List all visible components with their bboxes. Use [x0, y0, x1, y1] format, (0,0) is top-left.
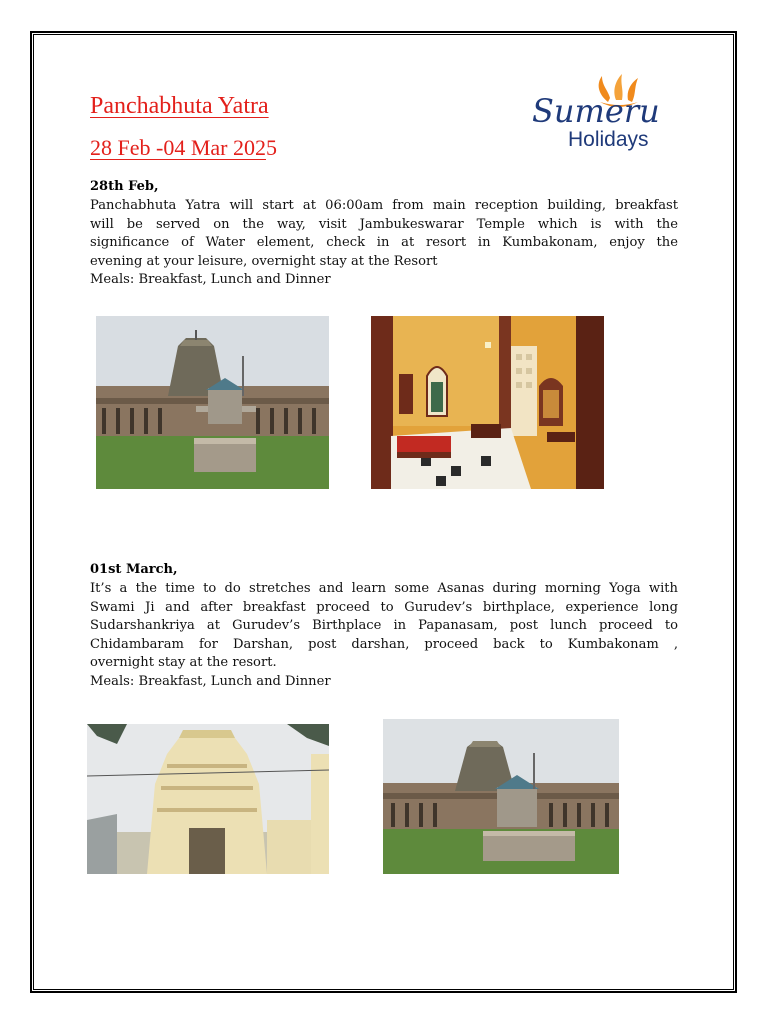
temple-courtyard-photo [96, 316, 329, 489]
day2-line: overnight stay at the resort. [90, 655, 277, 671]
trip-dates [90, 135, 277, 161]
day2-description [90, 580, 678, 692]
temple-courtyard-photo-2 [383, 719, 619, 874]
day1-line: Panchabhuta Yatra will start at 06:00am from main reception building, breakfast [90, 198, 678, 213]
day1-line: significance of Water element, check in at resort in Kumbakonam, enjoy the [90, 235, 678, 251]
day2-line: It’s a the time to do stretches and learn some Asanas during morning Yoga with [90, 581, 678, 596]
day2-heading: 01st March, [90, 562, 178, 577]
page-title: Panchabhuta Yatra [90, 93, 269, 119]
trip-dates-tail: 5 [265, 135, 277, 160]
logo-sub-text: Holidays [568, 128, 649, 151]
day1-heading: 28th Feb, [90, 179, 159, 194]
day1-description [90, 197, 678, 290]
day1-line: will be served on the way, visit Jambukeswarar Temple which is with the [90, 216, 678, 232]
day2-line: Swami Ji and after breakfast proceed to Gurudev’s birthplace, experience long [90, 599, 678, 615]
resort-room-photo [371, 316, 604, 489]
trip-dates-underlined: 28 Feb -04 Mar 202 [90, 135, 266, 160]
day2-line: Chidambaram for Darshan, post darshan, proceed back to Kumbakonam , [90, 636, 678, 652]
logo-script-text: Sumeru [532, 92, 660, 130]
day1-line: evening at your leisure, overnight stay at the Resort [90, 253, 438, 269]
day2-line: Sudarshankriya at Gurudev’s Birthplace in Papanasam, post lunch proceed to [90, 618, 678, 634]
sumeru-holidays-logo [528, 72, 668, 158]
temple-gopuram-photo [87, 724, 329, 874]
day2-meals: Meals: Breakfast, Lunch and Dinner [90, 673, 331, 689]
day1-meals: Meals: Breakfast, Lunch and Dinner [90, 272, 331, 288]
